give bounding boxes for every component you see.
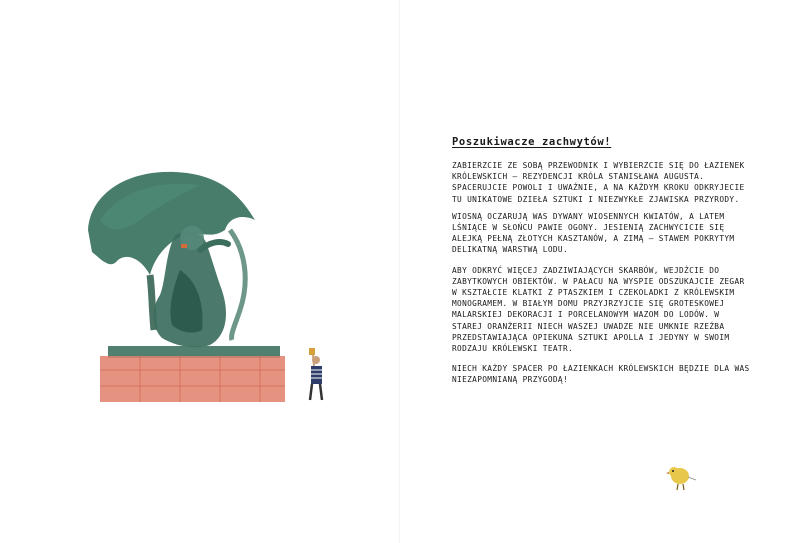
paragraph-treasures: ABY ODKRYĆ WIĘCEJ ZADZIWIAJĄCYCH SKARBÓW, WEJDŹCIE DO ZABYTKOWYCH OBIEKTÓW. W PAŁACU NA WYSPIE ODSZUKAJCIE ZEGAR W KSZTAŁCIE KLATKI Z PTASZKIEM I CZEKOLADKI Z KRÓLEWSKIM MONOGRAMEM. W BIAŁYM DOMU PRZYJRZYJCIE SIĘ GROTESKOWEJ MALARSKIEJ DEKORACJI I PORCELANOWYM WAZOM DO LODÓW. W STAREJ ORANŻERII NIECH WASZEJ UWADZE NIE UMKNIE RZEŹBA PRZEDSTAWIAJĄCA OPIEKUNA SZTUKI APOLLA I JEDYNY W SWOIM RODZAJU KRÓLEWSKI TEATR. xyxy=(452,265,745,354)
small-yellow-bird-illustration xyxy=(664,462,700,492)
text-block xyxy=(452,136,752,395)
paragraph-seasons: WIOSNĄ OCZARUJĄ WAS DYWANY WIOSENNYCH KWIATÓW, A LATEM LŚNIĄCE W SŁOŃCU PAWIE OGONY. JESIENIĄ ZACHWYCICIE SIĘ ALEJKĄ PEŁNĄ ZŁOTYCH KASZTANÓW, A ZIMĄ – STAWEM POKRYTYM DELIKATNĄ WARSTWĄ LODU. xyxy=(452,211,735,255)
chopin-monument-illustration xyxy=(80,160,340,410)
orange-accent xyxy=(181,244,187,248)
page-heading: Poszukiwacze zachwytów! xyxy=(452,136,612,148)
pedestal-base xyxy=(100,356,285,402)
paragraph-closing: NIECH KAŻDY SPACER PO ŁAZIENKACH KRÓLEWSKICH BĘDZIE DLA WAS NIEZAPOMNIANĄ PRZYGODĄ! xyxy=(452,364,750,385)
child-with-camera-illustration xyxy=(309,348,322,400)
page-divider xyxy=(399,0,400,543)
paragraph-intro: ZABIERZCIE ZE SOBĄ PRZEWODNIK I WYBIERZCIE SIĘ DO ŁAZIENEK KRÓLEWSKICH – REZYDENCJI KRÓLA STANISŁAWA AUGUSTA. SPACERUJCIE POWOLI I UWAŻNIE, A NA KAŻDYM KROKU ODKRYJECIE TU UNIKATOWE DZIEŁA SZTUKI I NIEZWYKŁE ZJAWISKA PRZYRODY. xyxy=(452,161,745,204)
willow-branch xyxy=(150,275,154,330)
willow-tail xyxy=(230,230,245,340)
